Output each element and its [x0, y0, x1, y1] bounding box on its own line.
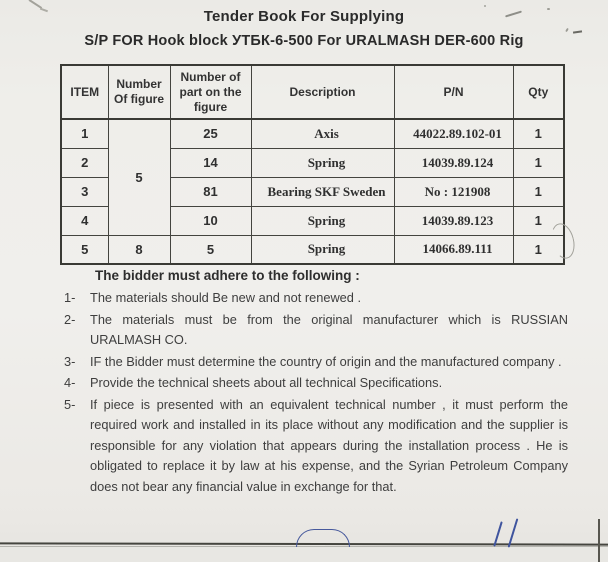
- cell-description: Axis: [251, 119, 394, 148]
- list-item-number: 2-: [64, 311, 76, 327]
- cell-qty: 1: [513, 206, 564, 235]
- list-item-text: Provide the technical sheets about all technical Specifications.: [90, 375, 443, 390]
- cell-item: 5: [61, 235, 108, 264]
- cell-figure: 8: [108, 235, 170, 264]
- list-item: [64, 395, 570, 498]
- cell-pn: 14039.89.123: [394, 206, 513, 235]
- col-header-description: Description: [251, 65, 394, 119]
- document-title: Tender Book For Supplying: [203, 8, 405, 25]
- list-item-number: 3-: [64, 353, 76, 369]
- paper-speck: [547, 8, 550, 10]
- bidder-conditions-section: [64, 268, 570, 498]
- list-item-number: 4-: [64, 375, 76, 390]
- cell-pn: 14066.89.111: [394, 235, 513, 264]
- cell-part: 10: [170, 206, 251, 235]
- list-item: [64, 373, 570, 394]
- col-header-item: ITEM: [61, 65, 108, 119]
- col-header-figure: Number Of figure: [108, 65, 170, 119]
- cell-item: 2: [61, 148, 108, 177]
- list-item-text: IF the Bidder must determine the country of origin and the manufactured company .: [90, 353, 562, 369]
- cell-item: 1: [61, 119, 108, 148]
- cell-qty: 1: [513, 177, 564, 206]
- cell-pn: No : 121908: [394, 177, 513, 206]
- cell-pn: 44022.89.102-01: [394, 119, 513, 148]
- list-item-number: 1-: [64, 290, 76, 305]
- list-item-number: 5-: [64, 396, 76, 412]
- cell-pn: 14039.89.124: [394, 148, 513, 177]
- document-subtitle: S/P FOR Hook block УТБК-6-500 For URALMASH DER-600 Rig: [84, 33, 524, 49]
- cell-description: Spring: [251, 235, 394, 264]
- table-row: [61, 119, 564, 148]
- paper-speck: [565, 28, 569, 32]
- col-header-pn: P/N: [394, 65, 513, 119]
- cell-part: 25: [170, 119, 251, 148]
- list-item-text: The materials must be from the original manufacturer which is RUSSIAN URALMASH CO.: [90, 311, 568, 347]
- list-item: [64, 352, 570, 373]
- cell-part: 81: [170, 177, 251, 206]
- cell-qty: 1: [513, 119, 564, 148]
- cell-description: Bearing SKF Sweden: [251, 177, 394, 206]
- parts-table-header: [61, 65, 564, 119]
- cell-qty: 1: [513, 148, 564, 177]
- cell-qty: 1: [513, 235, 564, 264]
- cell-part: 14: [170, 148, 251, 177]
- list-item: [64, 310, 570, 351]
- col-header-qty: Qty: [513, 65, 564, 119]
- cell-part: 5: [170, 235, 251, 264]
- cell-figure-merged: 5: [108, 119, 170, 235]
- paper-speck: [484, 5, 486, 7]
- paper-fold-area: [0, 547, 608, 562]
- conditions-heading: The bidder must adhere to the following :: [95, 268, 360, 283]
- cell-item: 4: [61, 206, 108, 235]
- parts-table: [60, 64, 565, 265]
- cell-item: 3: [61, 177, 108, 206]
- scan-edge-line: [598, 519, 600, 562]
- list-item-text: The materials should Be new and not renewed .: [90, 290, 362, 305]
- cell-description: Spring: [251, 206, 394, 235]
- blue-pen-arc-mark: [296, 529, 350, 547]
- table-row: [61, 235, 564, 264]
- col-header-part-number: Number of part on the figure: [170, 65, 251, 119]
- list-item-text: If piece is presented with an equivalent technical number , it must perform the required work and installed in its place without any modification and the supplier is responsible for any violation that appears during the installation process . He is obligated to replace it by law at his expense, and the Syrian Petroleum Company does not bear any financial value in exchange for that.: [90, 396, 568, 494]
- list-item: [64, 288, 570, 309]
- cell-description: Spring: [251, 148, 394, 177]
